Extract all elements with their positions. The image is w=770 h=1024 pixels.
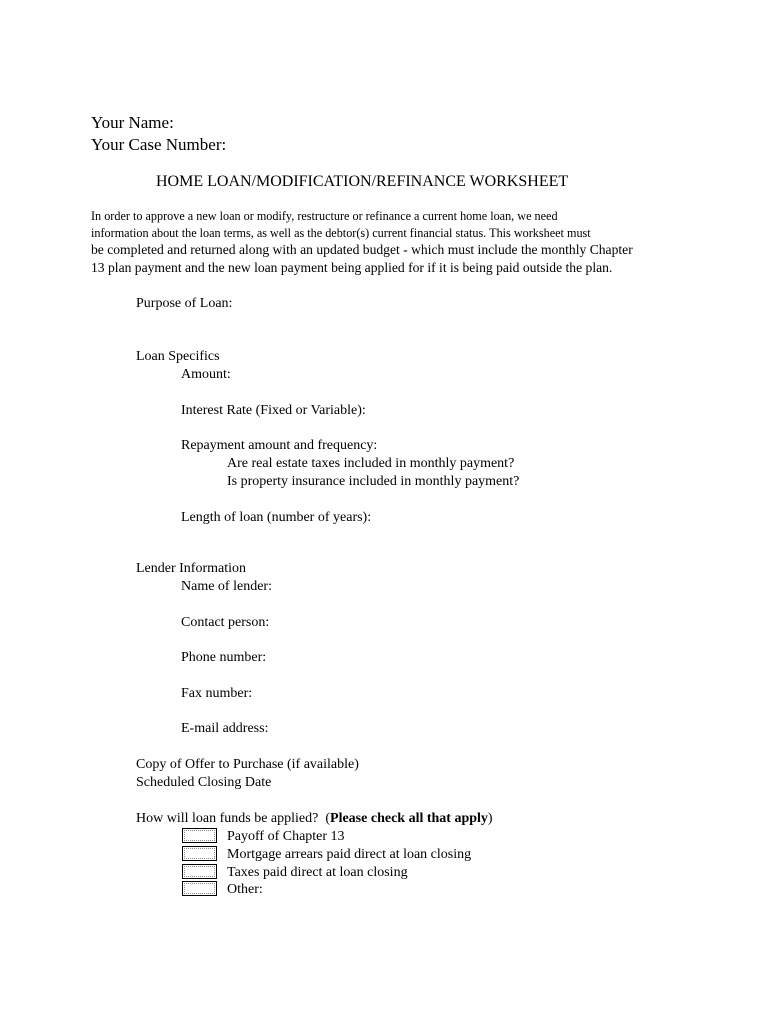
mortgage-arrears-option-label: Mortgage arrears paid direct at loan closing	[227, 847, 472, 862]
funds-question-text: How will loan funds be applied?	[136, 811, 319, 826]
payoff-checkbox[interactable]	[182, 828, 217, 843]
intro-line-3: be completed and returned along with an updated budget - which must include the monthly Chapter	[91, 242, 633, 257]
intro-line-4: 13 plan payment and the new loan payment being applied for if it is being paid outside the plan.	[91, 260, 613, 275]
contact-person-label: Contact person:	[181, 615, 270, 630]
amount-label: Amount:	[181, 367, 231, 382]
offer-copy-label: Copy of Offer to Purchase (if available)	[136, 757, 359, 772]
instruction-open-paren: (	[325, 811, 331, 826]
loan-length-label: Length of loan (number of years):	[181, 510, 372, 525]
closing-date-label: Scheduled Closing Date	[136, 775, 272, 790]
instruction-close-paren: )	[487, 811, 493, 826]
taxes-paid-option-label: Taxes paid direct at loan closing	[227, 865, 408, 880]
intro-line-1: In order to approve a new loan or modify, restructure or refinance a current home loan, we need	[91, 209, 558, 223]
lender-info-heading: Lender Information	[136, 561, 247, 576]
repayment-label: Repayment amount and frequency:	[181, 438, 378, 453]
your-name-label: Your Name:	[91, 113, 174, 132]
taxes-included-question: Are real estate taxes included in monthly payment?	[227, 456, 515, 471]
fax-number-label: Fax number:	[181, 686, 253, 701]
funds-question	[136, 812, 493, 826]
lender-name-label: Name of lender:	[181, 579, 272, 594]
intro-line-2: information about the loan terms, as well as the debtor(s) current financial status. This worksheet must	[91, 226, 591, 240]
payoff-option-label: Payoff of Chapter 13	[227, 829, 345, 844]
phone-number-label: Phone number:	[181, 650, 267, 665]
email-address-label: E-mail address:	[181, 721, 269, 736]
check-all-instruction: Please check all that apply	[330, 811, 488, 826]
interest-rate-label: Interest Rate (Fixed or Variable):	[181, 403, 366, 418]
other-checkbox[interactable]	[182, 881, 217, 896]
worksheet-title: HOME LOAN/MODIFICATION/REFINANCE WORKSHEET	[156, 173, 569, 190]
other-option-label: Other:	[227, 882, 263, 897]
mortgage-arrears-checkbox[interactable]	[182, 846, 217, 861]
purpose-of-loan-label: Purpose of Loan:	[136, 296, 233, 311]
taxes-paid-checkbox[interactable]	[182, 864, 217, 879]
loan-specifics-heading: Loan Specifics	[136, 349, 220, 364]
insurance-included-question: Is property insurance included in monthly payment?	[227, 474, 520, 489]
case-number-label: Your Case Number:	[91, 135, 227, 154]
